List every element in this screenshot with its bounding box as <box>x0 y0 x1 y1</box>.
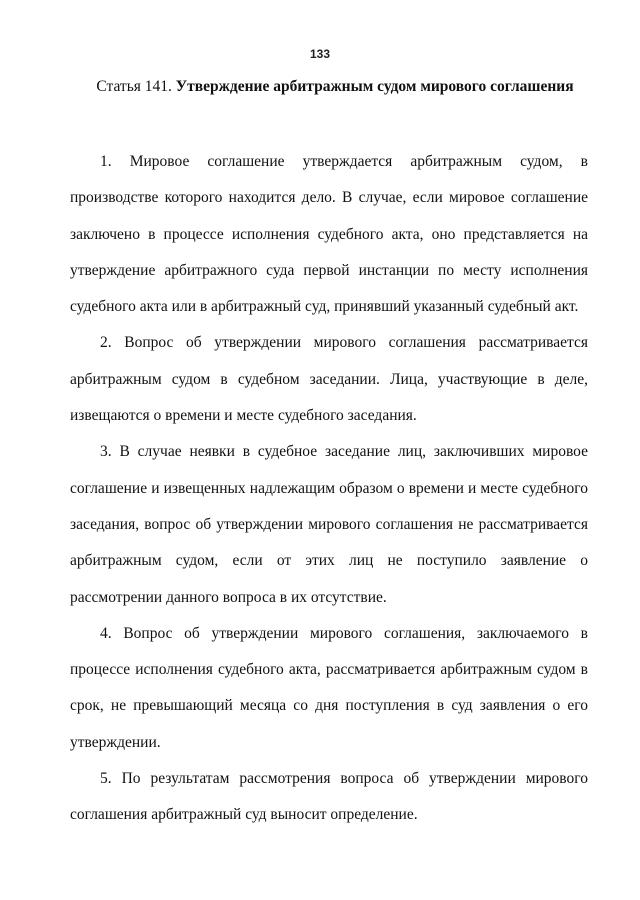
article-title: Утверждение арбитражным судом мирового соглашения <box>175 78 574 95</box>
page-number: 133 <box>309 47 331 61</box>
article-number: Статья 141. <box>96 78 176 95</box>
paragraph-4: 4. Вопрос об утверждении мирового соглашения, заключаемого в процессе исполнения судебного акта, рассматривается арбитражным судом в срок, не превышающий месяца со дня поступления в суд заявления о его утверждении. <box>70 624 588 751</box>
paragraph-1: 1. Мировое соглашение утверждается арбитражным судом, в производстве которого находится дело. В случае, если мировое соглашение заключено в процессе исполнения судебного акта, оно представляется на утверждение арбитражного суда первой инстанции по месту исполнения судебного акта или в арбитражный суд, принявший указанный судебный акт. <box>70 153 588 316</box>
article-body <box>70 144 588 834</box>
paragraph-2: 2. Вопрос об утверждении мирового соглашения рассматривается арбитражным судом в судебном заседании. Лица, участвующие в деле, извещаются о времени и месте судебного заседания. <box>70 334 588 425</box>
article-heading <box>70 78 600 96</box>
paragraph-5: 5. По результатам рассмотрения вопроса об утверждении мирового соглашения арбитражный суд выносит определение. <box>70 770 588 824</box>
paragraph-3: 3. В случае неявки в судебное заседание лиц, заключивших мировое соглашение и извещенных надлежащим образом о времени и месте судебного заседания, вопрос об утверждении мирового соглашения не рассматривается арбитражным судом, если от этих лиц не поступило заявление о рассмотрении данного вопроса в их отсутствие. <box>70 443 588 606</box>
